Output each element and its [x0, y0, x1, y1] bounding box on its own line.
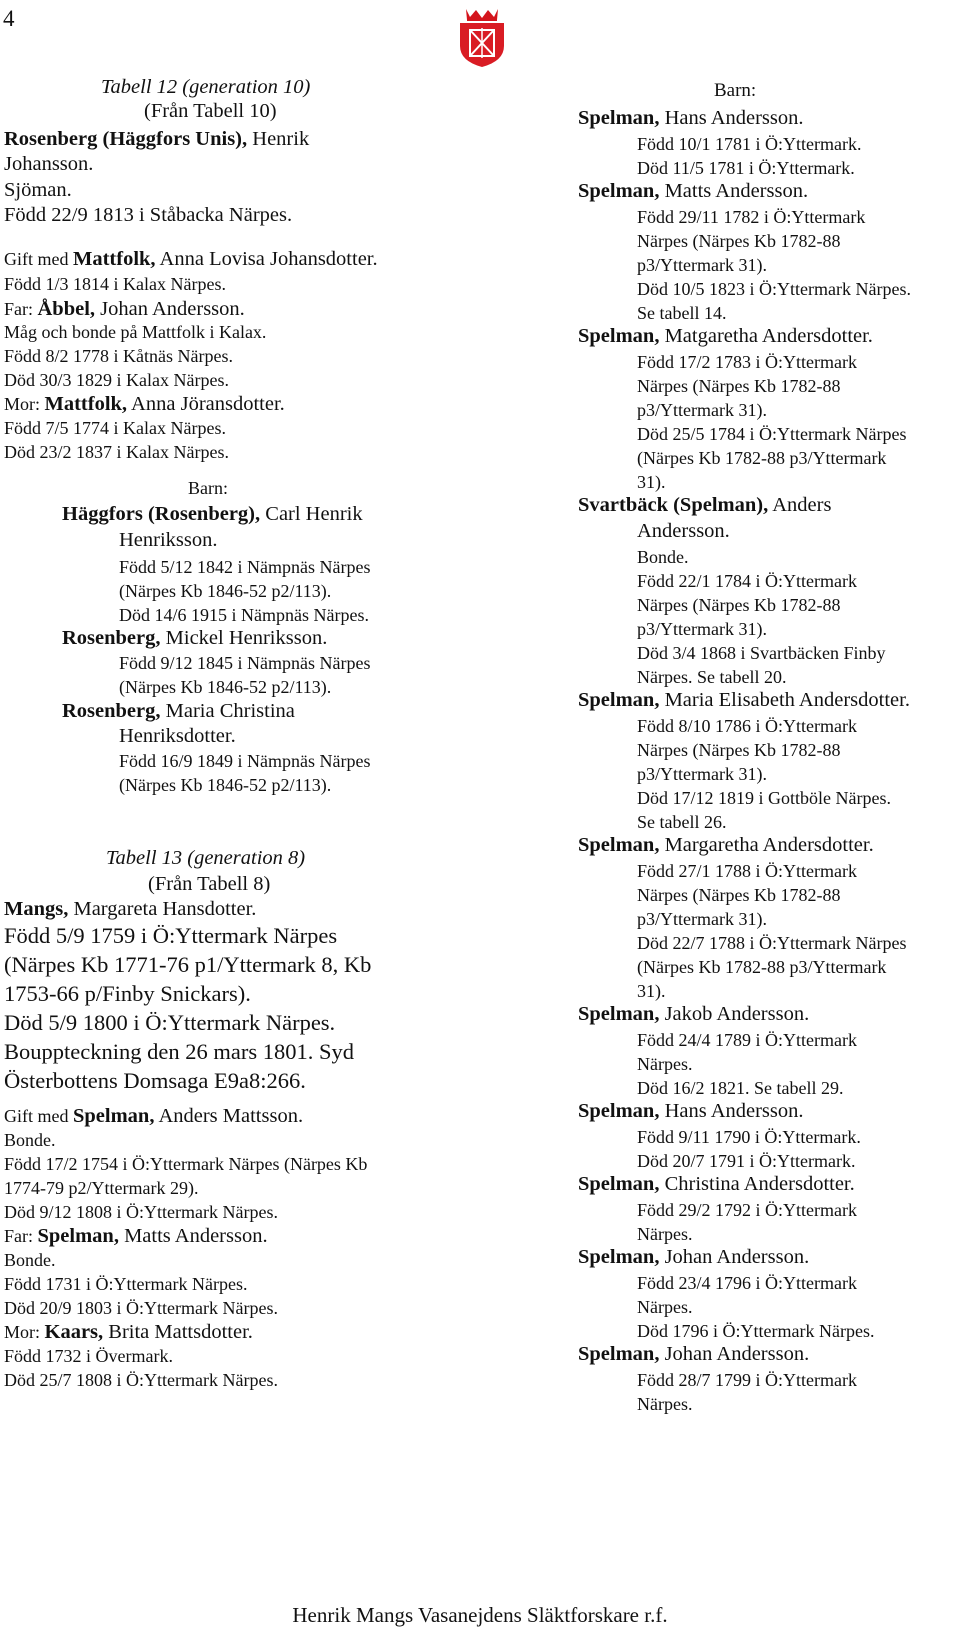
child-detail: Född 8/10 1786 i Ö:Yttermark — [637, 716, 857, 736]
child-given-name: Maria Elisabeth Andersdotter. — [659, 689, 910, 711]
child-name — [578, 1003, 809, 1026]
table-12-title: Tabell 12 (generation 10) — [101, 76, 311, 98]
child-name — [578, 1246, 809, 1269]
mother-prefix: Mor: — [4, 1322, 45, 1342]
given-name: Margareta Hansdotter. — [68, 898, 257, 920]
table-12-person-name-cont: Johansson. — [4, 153, 94, 175]
child-surname: Spelman, — [578, 1100, 660, 1122]
child-name-cont: Andersson. — [637, 520, 730, 542]
child-given-name: Hans Andersson. — [659, 107, 804, 129]
child-detail: Död 22/7 1788 i Ö:Yttermark Närpes — [637, 933, 907, 953]
child-detail: Född 9/11 1790 i Ö:Yttermark. — [637, 1127, 861, 1147]
child-name — [578, 1100, 804, 1123]
children-heading: Barn: — [714, 80, 757, 101]
child-detail: 31). — [637, 981, 666, 1001]
father-died: Död 30/3 1829 i Kalax Närpes. — [4, 370, 229, 390]
father-born: Född 8/2 1778 i Kåtnäs Närpes. — [4, 346, 233, 366]
child-given-name: Christina Andersdotter. — [659, 1173, 855, 1195]
child-given-name: Johan Andersson. — [659, 1246, 810, 1268]
child-surname: Spelman, — [578, 1003, 660, 1025]
child-detail: Närpes (Närpes Kb 1782-88 — [637, 740, 841, 760]
child-name — [578, 1173, 855, 1196]
father-name: Matts Andersson. — [118, 1225, 268, 1247]
child-given-name: Carl Henrik — [260, 503, 363, 525]
child-detail: Född 22/1 1784 i Ö:Yttermark — [637, 571, 857, 591]
child-given-name: Margaretha Andersdotter. — [659, 834, 874, 856]
child-name — [578, 180, 808, 203]
child-given-name: Matts Andersson. — [659, 180, 809, 202]
table-13-title: Tabell 13 (generation 8) — [106, 847, 306, 869]
child-detail: Se tabell 26. — [637, 812, 727, 832]
child-surname: Rosenberg, — [62, 627, 161, 649]
given-name: Henrik — [247, 128, 310, 150]
child-given-name: Anders — [768, 494, 832, 516]
married-prefix: Gift med — [4, 249, 73, 269]
father-prefix: Far: — [4, 299, 38, 319]
spouse-mother — [4, 393, 285, 416]
child-detail: Närpes. — [637, 1054, 693, 1074]
child-detail: p3/Yttermark 31). — [637, 909, 767, 929]
child-detail: (Närpes Kb 1846-52 p2/113). — [119, 775, 332, 795]
child-surname: Rosenberg, — [62, 700, 161, 722]
child-detail: Närpes. — [637, 1224, 693, 1244]
child-given-name: Jakob Andersson. — [659, 1003, 810, 1025]
child-detail: Närpes. — [637, 1394, 693, 1414]
child-detail: Närpes. Se tabell 20. — [637, 667, 787, 687]
child-detail: Död 14/6 1915 i Nämpnäs Närpes. — [119, 605, 369, 625]
mother-born: Född 1732 i Övermark. — [4, 1346, 173, 1366]
child-surname: Spelman, — [578, 689, 660, 711]
mother-died: Död 23/2 1837 i Kalax Närpes. — [4, 442, 229, 462]
child-detail: Bonde. — [637, 547, 689, 567]
child-detail: Född 5/12 1842 i Nämpnäs Närpes — [119, 557, 371, 577]
child-detail: Död 17/12 1819 i Gottböle Närpes. — [637, 788, 891, 808]
child-name — [62, 503, 363, 526]
coat-of-arms-icon — [457, 6, 507, 68]
mother-died: Död 25/7 1808 i Ö:Yttermark Närpes. — [4, 1370, 278, 1390]
person-event: (Närpes Kb 1771-76 p1/Yttermark 8, Kb — [4, 952, 372, 977]
child-name — [578, 494, 831, 517]
child-surname: Spelman, — [578, 834, 660, 856]
table-13-person-name — [4, 898, 256, 921]
child-surname: Spelman, — [578, 1343, 660, 1365]
surname: Mangs, — [4, 898, 69, 920]
child-detail: Född 24/4 1789 i Ö:Yttermark — [637, 1030, 857, 1050]
child-detail: Död 10/5 1823 i Ö:Yttermark Närpes. — [637, 279, 911, 299]
father-surname: Åbbel, — [37, 298, 96, 320]
child-name — [578, 834, 874, 857]
child-detail: p3/Yttermark 31). — [637, 400, 767, 420]
mother-name: Anna Jöransdotter. — [127, 393, 285, 415]
child-surname: Spelman, — [578, 107, 660, 129]
child-surname: Spelman, — [578, 1173, 660, 1195]
child-given-name: Matgaretha Andersdotter. — [659, 325, 873, 347]
table-12-from: (Från Tabell 10) — [144, 100, 277, 122]
child-surname: Spelman, — [578, 325, 660, 347]
child-detail: Född 29/11 1782 i Ö:Yttermark — [637, 207, 866, 227]
child-given-name: Johan Andersson. — [659, 1343, 810, 1365]
person-event: Österbottens Domsaga E9a8:266. — [4, 1068, 306, 1093]
spouse-surname: Mattfolk, — [73, 248, 156, 270]
child-surname: Svartbäck (Spelman), — [578, 494, 769, 516]
child-detail: Död 20/7 1791 i Ö:Yttermark. — [637, 1151, 856, 1171]
child-detail: p3/Yttermark 31). — [637, 619, 767, 639]
father-prefix: Far: — [4, 1226, 38, 1246]
person-event: Bouppteckning den 26 mars 1801. Syd — [4, 1039, 354, 1064]
table-12-person-name — [4, 128, 309, 151]
mother-born: Född 7/5 1774 i Kalax Närpes. — [4, 418, 226, 438]
child-detail: Född 28/7 1799 i Ö:Yttermark — [637, 1370, 857, 1390]
child-surname: Häggfors (Rosenberg), — [62, 503, 261, 525]
table-12-born: Född 22/9 1813 i Ståbacka Närpes. — [4, 204, 293, 226]
child-name — [62, 700, 295, 723]
child-detail: Närpes (Närpes Kb 1782-88 — [637, 376, 841, 396]
mother-prefix: Mor: — [4, 394, 45, 414]
child-name-cont: Henriksdotter. — [119, 725, 236, 747]
child-name-cont: Henriksson. — [119, 529, 218, 551]
person-event: Död 5/9 1800 i Ö:Yttermark Närpes. — [4, 1010, 336, 1035]
child-surname: Spelman, — [578, 1246, 660, 1268]
married-prefix: Gift med — [4, 1106, 73, 1126]
child-detail: (Närpes Kb 1846-52 p2/113). — [119, 581, 332, 601]
table-13-from: (Från Tabell 8) — [148, 873, 271, 895]
child-detail: Född 10/1 1781 i Ö:Yttermark. — [637, 134, 862, 154]
father-name: Johan Andersson. — [95, 298, 245, 320]
father-died: Död 20/9 1803 i Ö:Yttermark Närpes. — [4, 1298, 278, 1318]
mother-name: Brita Mattsdotter. — [103, 1321, 253, 1343]
spouse-born-cont: 1774-79 p2/Yttermark 29). — [4, 1178, 199, 1198]
page-footer: Henrik Mangs Vasanejdens Släktforskare r.f. — [292, 1603, 668, 1627]
child-detail: Död 1796 i Ö:Yttermark Närpes. — [637, 1321, 875, 1341]
child-given-name: Hans Andersson. — [659, 1100, 804, 1122]
person-event: Född 5/9 1759 i Ö:Yttermark Närpes — [4, 923, 338, 948]
child-name — [578, 325, 873, 348]
child-detail: Död 16/2 1821. Se tabell 29. — [637, 1078, 844, 1098]
spouse-surname: Spelman, — [73, 1105, 155, 1127]
surname: Rosenberg (Häggfors Unis), — [4, 128, 248, 150]
child-detail: Närpes (Närpes Kb 1782-88 — [637, 231, 841, 251]
child-detail: p3/Yttermark 31). — [637, 764, 767, 784]
child-detail: Född 27/1 1788 i Ö:Yttermark — [637, 861, 857, 881]
child-name — [578, 1343, 809, 1366]
father-born: Född 1731 i Ö:Yttermark Närpes. — [4, 1274, 248, 1294]
child-detail: (Närpes Kb 1782-88 p3/Yttermark — [637, 957, 887, 977]
child-detail: 31). — [637, 472, 666, 492]
spouse-mother — [4, 1321, 253, 1344]
child-detail: Född 17/2 1783 i Ö:Yttermark — [637, 352, 857, 372]
table-12-marriage — [4, 248, 378, 271]
spouse-occupation: Bonde. — [4, 1130, 56, 1150]
spouse-died: Död 9/12 1808 i Ö:Yttermark Närpes. — [4, 1202, 278, 1222]
spouse-father — [4, 298, 245, 321]
child-detail: Född 16/9 1849 i Nämpnäs Närpes — [119, 751, 371, 771]
child-detail: Närpes (Närpes Kb 1782-88 — [637, 595, 841, 615]
person-event: 1753-66 p/Finby Snickars). — [4, 981, 251, 1006]
father-surname: Spelman, — [37, 1225, 119, 1247]
page-number: 4 — [3, 6, 15, 31]
mother-surname: Kaars, — [44, 1321, 104, 1343]
child-detail: Närpes. — [637, 1297, 693, 1317]
child-name — [62, 627, 327, 650]
child-detail: Född 9/12 1845 i Nämpnäs Närpes — [119, 653, 371, 673]
child-detail: Född 23/4 1796 i Ö:Yttermark — [637, 1273, 857, 1293]
table-12-occupation: Sjöman. — [4, 179, 72, 201]
child-detail: (Närpes Kb 1846-52 p2/113). — [119, 677, 332, 697]
child-name — [578, 689, 910, 712]
child-detail: Se tabell 14. — [637, 303, 727, 323]
child-detail: (Närpes Kb 1782-88 p3/Yttermark — [637, 448, 887, 468]
child-detail: Död 25/5 1784 i Ö:Yttermark Närpes — [637, 424, 907, 444]
spouse-name: Anders Mattsson. — [154, 1105, 304, 1127]
children-heading: Barn: — [188, 478, 228, 498]
spouse-born: Född 17/2 1754 i Ö:Yttermark Närpes (Närpes Kb — [4, 1154, 368, 1174]
child-given-name: Mickel Henriksson. — [160, 627, 328, 649]
father-occupation: Måg och bonde på Mattfolk i Kalax. — [4, 322, 267, 342]
mother-surname: Mattfolk, — [44, 393, 128, 415]
child-detail: Död 11/5 1781 i Ö:Yttermark. — [637, 158, 855, 178]
child-surname: Spelman, — [578, 180, 660, 202]
table-13-marriage — [4, 1105, 303, 1128]
child-given-name: Maria Christina — [160, 700, 295, 722]
child-detail: p3/Yttermark 31). — [637, 255, 767, 275]
spouse-father — [4, 1225, 268, 1248]
spouse-name: Anna Lovisa Johansdotter. — [155, 248, 378, 270]
child-detail: Död 3/4 1868 i Svartbäcken Finby — [637, 643, 886, 663]
father-occupation: Bonde. — [4, 1250, 56, 1270]
child-detail: Närpes (Närpes Kb 1782-88 — [637, 885, 841, 905]
child-detail: Född 29/2 1792 i Ö:Yttermark — [637, 1200, 857, 1220]
spouse-born: Född 1/3 1814 i Kalax Närpes. — [4, 274, 226, 294]
child-name — [578, 107, 804, 130]
